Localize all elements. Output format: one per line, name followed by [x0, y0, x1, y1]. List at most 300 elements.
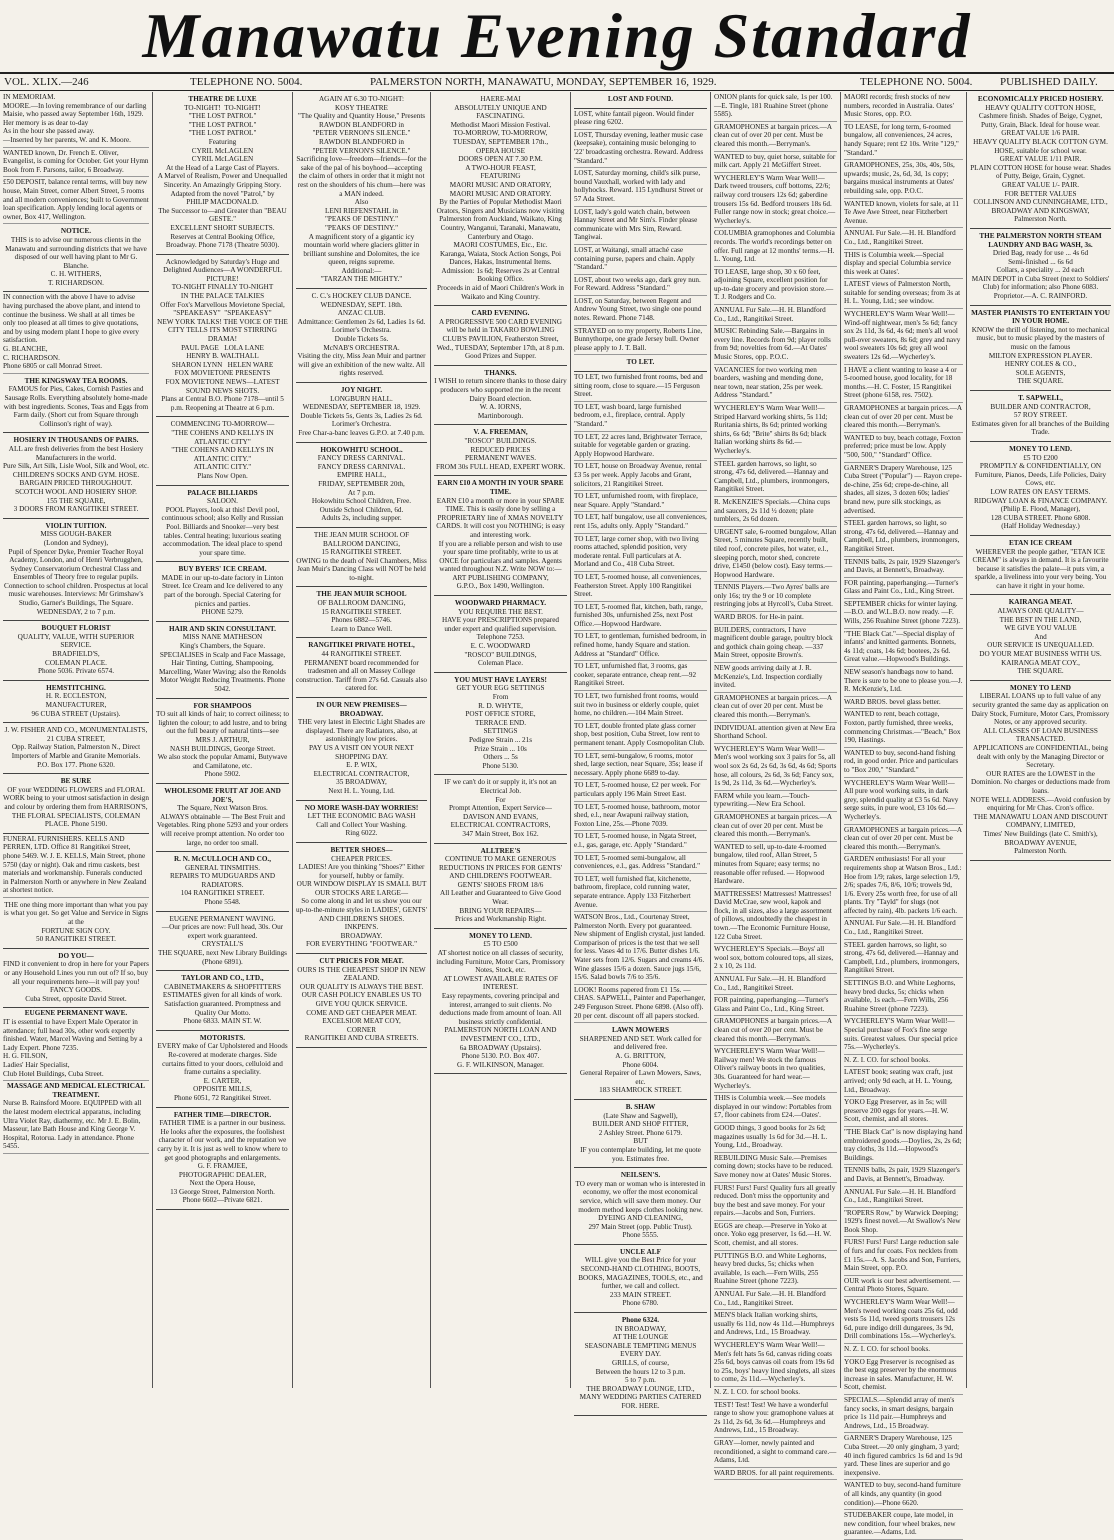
advertisement	[844, 92, 963, 122]
advertisement	[714, 663, 837, 693]
advertisement-body: WANTED to buy, second-hand furniture of all kinds, any quantity (in good condition).—Phone 6620.	[844, 1481, 963, 1507]
advertisement-body: J. W. FISHER AND CO., MONUMENTALISTS, 21 CUBA STREET, Opp. Railway Station, Palmerston N., Direct Importers of Marble and Granite Memorials. P.O. Box 177. Phone 6320.	[4, 726, 148, 769]
advertisement-body: MUSIC Rebinding Sale.—Bargains in every line. Records from 9d; player rolls from 9d; novelties from 6d.—At Oates' Music Stores, opp. P.O.C.	[714, 327, 833, 362]
advertisement-body: THIS is to advise our numerous clients in the Manawatu and surrounding districts that we have disposed of our well having plant to Mr G. Blanche. C. H. WITHERS, T. RICHARDSON.	[5, 235, 147, 287]
advertisement-body: GRAMOPHONES at bargain prices.—A clean cut of over 20 per cent. Must be cleared this month.—Berryman's.	[714, 1017, 834, 1043]
advertisement-body: TEST! Test! Test! We have a wonderful range to show you: gramophone values at 2s 11d, 2s 6d, 3s 6d.—Humphreys and Andrews, Ltd., 15 Broadway.	[714, 1400, 836, 1435]
advertisement	[156, 784, 289, 852]
advertisement	[574, 831, 707, 852]
advertisement-body: ANNUAL Fur Sale.—H. H. Blandford Co., Ltd., Rangitikei Street.	[714, 306, 828, 323]
advertisement-heading: ECONOMICALLY PRICED HOSIERY.	[977, 95, 1104, 103]
advertisement	[844, 122, 963, 160]
telephone-left: TELEPHONE NO. 5004.	[190, 76, 303, 88]
advertisement	[574, 275, 707, 296]
advertisement	[970, 595, 1111, 680]
advertisement-body: MISS GOUGH-BAKER (London and Sydney), Pupil of Spencer Dyke, Premier Teacher Royal Academy, London, and of Henri Verbrugghen, Sydney Conservatorium Orchestral Class and Ensembles of Theory free to regular pupils. Connection to school children. Prospectus at local music warehouses. Interviews: Mr Grimshaw's Studio, Garner's Buildings, The Square. WEDNESDAY, 2 to 7 p.m.	[4, 530, 148, 616]
advertisement	[574, 912, 707, 985]
advertisement-heading: HOKOWHITU SCHOOL.	[320, 445, 403, 454]
advertisement	[434, 775, 567, 843]
advertisement-heading: MOTORISTS.	[199, 1033, 246, 1042]
advertisement-body: LET THE ECONOMIC BAG WASH Call and Collect Your Washing. Ring 6022.	[307, 812, 416, 838]
advertisement-body: MISS NANE MATHESON King's Chambers, the Square. SPECIALISES in Scalp and Face Massage, Hair Tinting, Cutting, Shampooing, Marcelling, Water Waving; also the Renolds Motor Weight Reducing Treatments. Phone 5042.	[158, 633, 287, 693]
advertisement	[3, 224, 149, 292]
advertisement	[714, 1340, 837, 1387]
advertisement	[156, 1108, 289, 1211]
advertisement-body: TO LET, large corner shop, with two living rooms attached, splendid position, very moderate rental. Full particulars at A. Morland and Co., 418 Cuba Street.	[574, 534, 701, 569]
advertisement	[156, 971, 289, 1031]
advertisement	[296, 587, 427, 638]
advertisement-body: FAMOUS for Pies, Cakes, Cornish Pasties and Sausage Rolls. Everything absolutely home-made with best ingredients. Scones, Teas and Eggs from Farm daily. (Short cut from Square through Collinson's right of way).	[3, 385, 151, 428]
published-daily: PUBLISHED DAILY.	[1000, 76, 1098, 88]
advertisement-body: MAORI records; fresh stocks of new numbers, recorded in Australia. Oates' Music Stores, opp. P.O.	[844, 93, 956, 119]
advertisement	[844, 1510, 963, 1540]
advertisement	[714, 1289, 837, 1310]
advertisement	[574, 355, 707, 372]
advertisement-heading: MONEY TO LEND	[1010, 683, 1071, 692]
advertisement	[3, 681, 149, 723]
advertisement-body: FANCY DRESS CARNIVAL. FANCY DRESS CARNIVAL. EMPIRE HALL, FRIDAY, SEPTEMBER 20th, At 7 p.m. Hokowhitu School Children, Free. Outside School Children, 6d. Adults 2s, including supper.	[311, 454, 412, 523]
advertisement-body: WANTED to buy, quiet horse, suitable for milk cart. Apply 21 McGiffert Street.	[714, 152, 838, 170]
advertisement	[970, 306, 1111, 391]
advertisement	[156, 486, 289, 563]
advertisement-body: TENNIS balls, 2s pair, 1929 Slazenger's and Davis, at Bennett's, Broadway.	[844, 1166, 962, 1183]
advertisement	[714, 403, 837, 459]
advertisement	[714, 1183, 837, 1221]
advertisement	[970, 229, 1111, 306]
advertisement-body: PUTTINGS B.O. and White Leghorns, heavy bred ducks, 5s; chicks when available, 1s each.—Fern Wills, 255 Ruahine Street (phone 7223).	[714, 1251, 829, 1286]
advertisement	[714, 1093, 837, 1123]
advertisement	[714, 842, 837, 889]
advertisement-body: OF your WEDDING FLOWERS and FLORAL WORK being to your utmost satisfaction in design and colour by ordering them from HARRISON'S, THE FLORAL SPECIALISTS, COLEMAN PLACE. Phone 5190.	[3, 785, 151, 829]
advertisement	[574, 92, 707, 109]
advertisement	[970, 442, 1111, 536]
advertisement	[844, 825, 963, 855]
advertisement	[970, 536, 1111, 596]
advertisement-body: N. Z. I. CO. for school books.	[714, 1387, 801, 1396]
advertisement-body: OURS IS THE CHEAPEST SHOP IN NEW ZEALAND. OUR QUALITY IS ALWAYS THE BEST. OUR CASH POLICY ENABLES US TO GIVE YOU QUICK SERVICE. COME AND GET CHEAPER MEAT. EXCELSIOR MEAT COY, CORNER RANGITIKEI AND CUBA STREETS.	[297, 965, 426, 1043]
advertisement	[574, 534, 707, 572]
advertisement-body: STEEL garden harrows, so light, so strong, 47s 6d, delivered.—Hannay and Campbell, Ltd., plumbers, ironmongers, Rangitikei Street.	[844, 519, 962, 553]
advertisement-heading: ALLTREE'S	[480, 846, 521, 855]
advertisement	[844, 1067, 963, 1097]
advertisement-body: TO-NIGHT! TO-NIGHT! "THE LOST PATROL" "THE LOST PATROL" "THE LOST PATROL" Featuring CYRIL McLAGLEN CYRIL McLAGLEN At the Head of a Large Cast of Players. A Marvel of Realism, Power and Unequalled Sincerity. An Amazingly Gripping Story. Adapted from the novel "Patrol," by PHILIP MACDONALD. The Successor to—and Greater than "BEAU GESTE." EXCELLENT SHORT SUBJECTS. Reserves at Central Booking Office, Broadway. Phone 7178 (Theatre 5030).	[157, 103, 288, 250]
advertisement-body: STEEL garden harrows, so light, so strong, 47s 6d, delivered.—Hannay and Campbell, Ltd., plumbers, ironmongers, Rangitikei Street.	[714, 459, 832, 494]
advertisement-heading: MASTER PIANISTS TO ENTERTAIN YOU IN YOUR HOME.	[971, 308, 1112, 326]
advertisement	[3, 92, 149, 148]
advertisement-body: VACANCIES for two working men boarders, washing and mending done, near town, near station, 25s per week. Address "Standard."	[714, 365, 825, 400]
advertisement-body: TO LET, house on Broadway Avenue, rental £3 5s per week. Apply Jacobs and Grant, solicitors, 21 Rangitikei Street.	[574, 462, 704, 488]
advertisement-heading: BETTER SHOES—	[330, 845, 393, 854]
advertisement	[156, 417, 289, 485]
advertisement-body: SPECIALS.—Splendid array of men's fancy socks, in smart designs, bargain price 1s 11d pair.—Humphreys and Andrews, Ltd., 15 Broadway.	[844, 1395, 957, 1430]
advertisement	[434, 596, 567, 673]
advertisement	[844, 1097, 963, 1127]
advertisement-body: WHEREVER the people gather, "ETAN ICE CREAM" is always in demand. It is a favourite because it satisfies the palate—it puts vim, a sparkle, a liveliness into your very being. You can have it right in your home.	[972, 547, 1111, 590]
advertisement-body: N. Z. I. CO. for school books.	[844, 1055, 931, 1064]
advertisement-heading: CUT PRICES FOR MEAT.	[319, 957, 404, 966]
advertisement-body: TO LET, 22 acres land, Brightwater Terrace, suitable for vegetable garden or grazing. Apply Hopwood Hardware.	[574, 432, 705, 458]
advertisement	[574, 874, 707, 912]
advertisement-body: SETTINGS B.O. and White Leghorns, heavy bred ducks, 5s; chicks when available, 1s each.—Fern Wills, 256 Ruahine Street (phone 7223).	[844, 979, 958, 1013]
advertisement-body: AGAIN AT 6.30 TO-NIGHT: KOSY THEATRE "The Quality and Quantity House," Presents RAWDON BLANDFORD in "PETER VERNON'S SILENCE." RAWDON BLANDFORD in "PETER VERNON'S SILENCE." Sacrificing love—freedom—friends—for the sake of the pal of his boyhood—accepting the claim of others in order that it might not rest on the shoulders of his chum—here was a MAN indeed. Also LENI RIEFENSTAHL in "PEAKS OF DESTINY." "PEAKS OF DESTINY." A magnificent story of a gigantic icy mountain world where glaciers glitter in brilliant sunshine and Dolomites, the ice queen, reigns supreme. Additional:— "TARZAN THE MIGHTY."	[296, 95, 427, 284]
advertisement	[844, 1357, 963, 1395]
advertisement-body: WYCHERLEY'S Warm Wear Well!—All pure wool working suits, in dark grey, splendid quality at £3 5s 6d. Navy serge suits, in pure wool, £3 10s 6d.—Wycherley's.	[844, 778, 961, 821]
advertisement	[574, 512, 707, 533]
advertisement	[714, 791, 837, 812]
advertisement-body: WANTED to buy, second-hand fishing rod, in good order. Price and particulars to "Box 200," "Standard."	[844, 748, 960, 774]
advertisement-body: GRAMOPHONES at bargain prices.—A clean cut of over 20 per cent. Must be cleared this month.—Berryman's.	[714, 122, 834, 148]
advertisement	[574, 631, 707, 661]
advertisement-body: WARD BROS. bevel glass better.	[844, 697, 941, 706]
advertisement-heading: JOY NIGHT.	[340, 386, 383, 394]
advertisement	[434, 929, 567, 1075]
advertisement	[714, 612, 837, 625]
advertisement	[844, 1480, 963, 1510]
advertisement-body: TO LET, double fronted plate glass corner shop, best position, Cuba Street, low rent to permanent tenant. Apply Cosmopolitan Club.	[574, 721, 705, 747]
advertisement	[574, 245, 707, 275]
advertisement-body: ANNUAL Fur Sale.—H. H. Blandford Co., Ltd., Rangitikei Street.	[844, 919, 958, 937]
advertisement	[844, 403, 963, 433]
advertisement	[714, 92, 837, 122]
advertisement-body: £50 DEPOSIT, balance rental terms, will buy new house, Main Street, corner Albert Street, 5 rooms and all modern conveniences; built to Government loan specification. Apply lending local agents or owner, Box 417, Wellington.	[3, 178, 151, 221]
advertisement-body: WARD BROS. for He-in paint.	[714, 613, 804, 622]
advertisement	[844, 748, 963, 778]
advertisement	[574, 602, 707, 632]
column-1	[0, 92, 152, 1388]
advertisement-body: GRAMOPHONES at bargain prices.—A clean cut of over 20 per cent. Must be cleared this month.—Berryman's.	[714, 812, 834, 839]
advertisement-heading: HEMSTITCHING.	[46, 683, 106, 692]
advertisement	[156, 255, 289, 418]
advertisement	[574, 985, 707, 1023]
advertisement-heading: THE PALMERSTON NORTH STEAM LAUNDRY AND BAG WASH, 3s.	[979, 231, 1104, 249]
advertisement	[714, 889, 837, 945]
advertisement-body: HEAVY QUALITY COTTON HOSE, Cashmere finish. Shades of Beige, Cygnet, Putty, Grain, Black. Ideal for house wear. GREAT VALUE 1/6 PAIR. HEAVY QUALITY BLACK COTTON GYM. HOSE, suitable for school wear. GREAT VALUE 1/11 PAIR. PLAIN COTTON HOSE for house wear. Shades of Putty, Beige, Grain, Cygnet. GREAT VALUE 1/- PAIR. FOR BETTER VALUES COLLINSON AND CUNNINGHAME, LTD., BROADWAY AND KINGSWAY, Palmerston North.	[970, 103, 1111, 224]
advertisement	[574, 168, 707, 206]
advertisement-body: I WISH to return sincere thanks to those dairy producers who supported me in the recent Dairy Board election. W. A. IORNS, Martinborough.	[434, 377, 567, 420]
advertisement	[844, 199, 963, 229]
advertisement	[434, 92, 567, 306]
advertisement	[296, 638, 427, 698]
advertisement-body: LONGBURN HALL. WEDNESDAY, SEPTEMBER 18, 1929. Double Tickets 5s, Gents 3s, Ladies 2s 6d. Lorimer's Orchestra. Free Char-a-banc leaves G.P.O. at 7.40 p.m.	[298, 394, 425, 437]
advertisement	[844, 433, 963, 463]
advertisement	[844, 309, 963, 365]
advertisement	[844, 279, 963, 309]
advertisement	[844, 557, 963, 578]
advertisement	[3, 834, 149, 898]
advertisement	[844, 1395, 963, 1433]
advertisement	[574, 1023, 707, 1100]
advertisement-body: REBUILDING Music Sale.—Premises coming down; stocks have to be reduced. Save money now at Oates' Music Stores.	[714, 1153, 835, 1179]
advertisement-body: KNOW the thrill of listening, not to mechanical music, but to music played by the masters of music on the famous MILTON EXPRESSION PLAYER. HENRY COLES & CO., SOLE AGENTS, THE SQUARE.	[971, 325, 1110, 386]
advertisement-heading: NOTICE.	[60, 227, 92, 236]
advertisement-body: WANTED to rent, beach cottage, Foxton, partly furnished, three weeks, commencing Christmas.—"Beach," Box 190, Hastings.	[844, 710, 963, 745]
advertisement	[714, 1387, 837, 1400]
advertisement-body: GARDEN enthusiasts! For all your requirements shop at Watson Bros., Ltd.: Hoe from 1/9; rakes, large selection 1/9, 2/6; spades 7/6, 8/6, 10/6; trowels 9d, 1/6. Every 25s worth free, for use of all plants. Try "Tayld" for slugs (not affected by rain), 4lb. packets 1/6 each.	[844, 855, 964, 915]
advertisement	[574, 1245, 707, 1313]
advertisement	[714, 744, 837, 791]
advertisement	[574, 751, 707, 781]
advertisement-body: TO LET, semi-bungalow, 6 rooms, motor shed, large section, near Square, 35s; lease if necessary. Apply phone 6689 to-day.	[574, 751, 705, 777]
advertisement	[714, 152, 837, 173]
advertisement-heading: VIOLIN TUITION.	[45, 521, 107, 530]
advertisement-body: GRAMOPHONES at bargain prices.—A clean cut of over 20 per cent. Must be cleared this month.—Berryman's.	[714, 693, 834, 719]
advertisement-heading: FOR SHAMPOOS	[193, 701, 252, 710]
advertisement	[844, 697, 963, 710]
advertisement	[3, 148, 149, 178]
advertisement	[844, 1208, 963, 1238]
advertisement-body: BUILDERS, contractors, I have magnificent double garage, poultry block and gothick chain going cheap. —337 Main Street, opposite Brown's.	[714, 625, 835, 660]
advertisement-body: GARNER'S Drapery Warehouse, 125 Cuba Street ("Popular") — Rayon crepe-de-chine, 25s 6d; crepe-de-chine, all shades, all sizes, 3 dozen 60s; ladies' brand new, pure silk stockings, as advertised.	[844, 463, 962, 515]
advertisement-heading: THEATRE DE LUXE	[188, 95, 257, 103]
advertisement	[714, 305, 837, 326]
advertisement-body: YOU REQUIRE THE BEST. HAVE your PRESCRIPTIONS prepared under expert and qualified supervision. Telephone 7253. E. C. WOODWARD "ROSCO" BUILDINGS, Coleman Place.	[441, 607, 560, 668]
advertisement-heading: KAIRANGA MEAT.	[1008, 598, 1073, 607]
column-6	[710, 92, 840, 1477]
advertisement-body: YOKO Egg Preserver is recognised as the best egg preserver by the enormous increase in sales. Manufacturer, H. W. Scott, chemist.	[844, 1357, 959, 1392]
place-and-date: PALMERSTON NORTH, MANAWATU, MONDAY, SEPTEMBER 16, 1929.	[370, 76, 717, 88]
advertisement-heading: B. SHAW	[625, 1102, 656, 1111]
advertisement-body: H. R. ECCLESTON, MANUFACTURER, 96 CUBA STREET (Upstairs).	[31, 692, 121, 718]
advertisement-body: Acknowledged by Saturday's Huge and Delighted Audiences—A WONDERFUL PICTURE! TO-NIGHT FINALLY TO-NIGHT IN THE PALACE TALKIES Offer Fox's Marvellous Movietone Special, "SPEAKEASY" "SPEAKEASY" NEW YORK TALKS! THE VOICE OF THE CITY TELLS ITS MOST STIRRING DRAMA! PAUL PAGE LOLA LANE HENRY B. WALTHALL SHARON LYNN HELEN WARE FOX MOVIETONE PRESENTS FOX MOVIETONE NEWS—LATEST SOUND NEWS SHOTS. Plans at Central B.O. Phone 7178—until 5 p.m. Reopening at Theatre at 6 p.m.	[157, 257, 288, 412]
advertisement-body: TO LET, 5-roomed house, £2 per week. For particulars apply 196 Main Street East.	[574, 781, 703, 798]
advertisement	[574, 432, 707, 462]
advertisement	[844, 250, 963, 280]
advertisement	[296, 698, 427, 801]
advertisement	[574, 721, 707, 751]
advertisement-body: "ROPERS Row," by Warwick Deeping; 1929's finest novel.—At Swallow's New Book Shop.	[844, 1208, 963, 1234]
advertisement-body: TO LET, 5-roomed house, bathroom, motor shed, e.l., near Awapuni railway station, Foxton Line, 25s.—Phone 7039.	[574, 802, 702, 828]
advertisement-body: TO LET, 5-roomed semi-bungalow, all conveniences, e.l., gas. Address "Standard."	[574, 853, 701, 871]
advertisement-heading: MASSAGE AND MEDICAL ELECTRICAL TREATMENT.	[7, 1082, 147, 1099]
advertisement	[714, 1153, 837, 1183]
advertisement-body: Dried Bag, ready for use ... 4s 6d Semi-finished ... 6s 6d Collars, a speciality ... 2d each MAIN DEPOT in Cuba Street (next to Soldiers' Club) for information; also Phone 6083. Proprietor.—A. C. RAINFORD.	[971, 249, 1110, 301]
advertisement-body: STEEL garden harrows, so light, so strong, 47s 6d, delivered.—Hannay and Campbell, Ltd., plumbers, ironmongers, Rangitikei Street.	[844, 940, 962, 975]
advertisement	[3, 292, 149, 373]
advertisement-heading: NO MORE WASH-DAY WORRIES!	[304, 803, 419, 812]
advertisement-body: MATTRESSES! Mattresses! Mattresses! David McCrae, sew wool, kapok and flock, in all sizes, also a large assortment of pillows, undoubtedly the cheapest in town.—The Economic Furniture House, 122 Cuba Street.	[714, 889, 834, 941]
advertisement-body: WYCHERLEY'S Warm Wear Well!—Men's tweed working coats 25s 6d, odd vests 5s 11d, tweed sports trousers 12s 6d, pure indigo drill dungarees, 3s 9d, Drill combinations 15s.—Wycherley's.	[844, 1298, 960, 1341]
advertisement-body: 44 RANGITIKEI STREET. PERMANENT board recommended for tradesmen and all on Massey College construction. Tariff from 27s 6d. Casuals also catered for.	[296, 650, 427, 693]
advertisement	[714, 812, 837, 842]
advertisement-heading: PALACE BILLIARDS	[187, 488, 258, 497]
advertisement-body: SEPTEMBER chicks for winter laying.—B.O. and W.L.B.O. now ready. —F. Wills, 256 Ruahine Street (phone 7223).	[844, 599, 961, 626]
advertisement-body: COLUMBIA gramophones and Columbia records. The world's recordings better on offer. Full range at 12 months' terms.—H. L. Young, Ltd.	[714, 229, 837, 264]
advertisement-heading: EARN £10 A MONTH IN YOUR SPARE TIME.	[437, 479, 566, 496]
advertisement	[574, 661, 707, 691]
advertisement-body: THIS is Columbia week.—Special display and special Columbia service this week at Oates'.	[844, 250, 953, 276]
advertisement-body: Nurse B. Rainsford Moore. EQUIPPED with all the latest modern electrical apparatus, including Ultra Violet Ray, diathermy, etc. Mr J. E. Bolin, Masseur, late Bath House and King George V. Hospital, Rotorua. Lady in attendance. Phone 5455.	[3, 1099, 144, 1151]
advertisement-body: EARN £10 a month or more in your SPARE TIME. This is easily done by selling a PROPRIETARY line of XMAS NOVELTY CARDS. It will cost you NOTHING; is easy and interesting work. If you are a reliable person and wish to use your spare time profitably, write to us at ONCE for particulars and samples. Agents wanted throughout N.Z. Write NOW to:— ART PUBLISHING COMPANY, G.P.O., Box 1490, Wellington.	[436, 496, 565, 591]
advertisement	[714, 1016, 837, 1046]
advertisement-body: GRAY—lorner, newly painted and reconditioned, a sight to command care.—Adams, Ltd.	[714, 1438, 837, 1465]
advertisement	[574, 853, 707, 874]
advertisement-body: LOST, Thursday evening, leather music case (keepsake), containing music belonging to '22' broadcasting orchestra. Reward. Address "Standard."	[574, 130, 705, 165]
advertisement	[714, 326, 837, 364]
advertisement-body: FOR painting, paperhanging.—Turner's Glass and Paint Co., Ltd., King Street.	[714, 996, 831, 1013]
column-4	[430, 92, 570, 1388]
advertisement-body: IN connection with the above I have to advise having purchased the above plant, and intend to continue the business. We shall at all times be only too pleased at all times to give quotations, and by using modern plant I hope to give every satisfaction. G. BLANCHE, C. RICHARDSON. Phone 6805 or call Monrad Street.	[3, 293, 141, 371]
advertisement-body: WILL give you the Best Price for your SECOND-HAND CLOTHING, BOOTS, BOOKS, MAGAZINES, TOOLS, etc., and further, we call and collect. 233 MAIN STREET. Phone 6780.	[578, 1256, 703, 1308]
advertisement	[156, 699, 289, 784]
advertisement-body: C. C.'s HOCKEY CLUB DANCE. WEDNESDAY, SEPT. 18th. ANZAC CLUB. Admittance: Gentlemen 2s 6d, Ladies 1s 6d. Lorimer's Orchestra. Double Tickets 5s. McNAB'S ORCHESTRA. Visiting the city, Miss Jean Muir and partner will give an exhibition of the new waltz. All rights reserved.	[297, 292, 426, 378]
advertisement	[714, 459, 837, 497]
advertisement-body: HAERE-MAI ABSOLUTELY UNIQUE AND FASCINATING. Methodist Maori Mission Festival. TO-MORROW, TO-MORROW, TUESDAY, SEPTEMBER 17th., OPERA HOUSE DOORS OPEN AT 7.30 P.M. A TWO-HOUR FEAST, FEATURING MAORI MUSIC AND ORATORY, MAORI MUSIC AND ORATORY. By the Parties of Popular Methodist Maori Orators, Singers and Musicians now visiting Palmerston from Auckland, Waikato, King Country, Wanganui, Taranaki, Manawatu, Canterbury and Otago. MAORI COSTUMES, Etc., Etc. Karanga, Waiata, Stock Action Songs, Poi Dances, Hakas, Instrumental Items. Admission: 1s 6d; Reserves 2s at Central Booking Office. Proceeds in aid of Maori Children's Work in Waikato and King Country.	[436, 95, 565, 301]
advertisement	[844, 1055, 963, 1068]
advertisement	[844, 228, 963, 249]
advertisement	[434, 476, 567, 596]
dateline	[0, 72, 1114, 91]
advertisement-body: LOST, lady's gold watch chain, between Hannay Street and Mr Sim's. Finder please communicate with Mrs Sim, Reward. Tangiwai.	[574, 207, 700, 242]
advertisement-body: I HAVE a client wanting to lease a 4 or 5-roomed house, good locality, for 18 months.—H. C. Foster, 15 Rangitikei Street (phone 6158, res. 7502).	[844, 365, 959, 400]
advertisement-body: LOST, on Saturday, between Regent and Andrew Young Street, two single one pound notes. Reward. Phone 7148.	[574, 296, 704, 323]
newspaper-columns	[0, 92, 1114, 1537]
advertisement-body: WANTED to buy, beach cottage, Foxton preferred; price must be low. Apply "500, 500," "Standard" Office.	[844, 433, 963, 459]
advertisement-body: BUILDER AND CONTRACTOR, 57 ROY STREET. Estimates given for all branches of the Building Trade.	[971, 402, 1110, 437]
advertisement	[714, 1251, 837, 1289]
advertisement-body: ANNUAL Fur Sale.—H. H. Blandford Co., Ltd., Rangitikei Street.	[714, 975, 828, 992]
advertisement	[296, 443, 427, 528]
advertisement-body: OUR work is our best advertisement. —Central Photo Stores, Square.	[844, 1276, 960, 1294]
advertisement-heading: THE KINGSWAY TEA ROOMS.	[24, 376, 128, 385]
advertisement	[434, 425, 567, 476]
advertisement	[156, 912, 289, 972]
advertisement-body: LOST, at Waitangi, small attaché case containing purse, papers and chain. Apply "Standard."	[574, 245, 697, 272]
advertisement-body: WANTED to sell, up-to-date 4-roomed bungalow, tiled roof, Allan Street, 5 minutes from Square; easy terms; no reasonable offer refused. — Hopwood Hardware.	[714, 842, 829, 886]
advertisement-body: STRAYED on to my property, Roberts Line, Bunnythorpe, one grade Jersey bull. Owner please apply to J. T. Ball.	[574, 326, 705, 352]
advertisement-body: WARD BROS. for all paint requirements.	[714, 1468, 834, 1477]
advertisement-heading: EUGENE PERMANENT WAVE.	[24, 1009, 128, 1018]
advertisement-heading: THE JEAN MUIR SCHOOL	[316, 590, 407, 599]
advertisement	[844, 365, 963, 403]
advertisement-body: (Late Shaw and Sagwell), BUILDER AND SHOP FITTER, 2 Ashley Street. Phone 6179. BUT IF you contemplate building, let me quote you. Estimates free.	[580, 1111, 701, 1163]
advertisement	[574, 296, 707, 326]
advertisement-body: LOST, Saturday morning, child's silk purse, bound Vauxhall, worked with lady and hollyhocks. Reward. 115 Lyndhurst Street or 57 Ada Street.	[574, 169, 705, 203]
advertisement-body: TO LET, two furnished front rooms, bed and sitting room, close to square.—15 Ferguson Street.	[574, 373, 705, 399]
advertisement-body: INDIVIDUAL attention given at New Era Shorthand School.	[714, 723, 838, 741]
advertisement	[714, 1046, 837, 1093]
advertisement	[574, 691, 707, 721]
advertisement-body: IN MEMORIAM. MOORE.—In loving remembrance of our darling Maisie, who passed away September 16th, 1929. Her memory is as dear to-day As in the hour she passed away. —Inserted by her parents, W. and K. Moore.	[3, 93, 147, 144]
advertisement-body: TO LET, 5-roomed flat, kitchen, bath, range, furnished 30s, unfurnished 25s, next Post Office.—Hopwood Hardware.	[574, 602, 705, 628]
advertisement-body: GENERAL TINSMITHS. REPAIRS TO MUDGUARDS AND RADIATORS. 104 RANGITIKEI STREET. Phone 5548.	[169, 863, 276, 907]
advertisement	[714, 1123, 837, 1153]
advertisement	[3, 519, 149, 622]
advertisement	[844, 1276, 963, 1297]
newspaper-title: Manawatu Evening Standard	[142, 0, 972, 71]
advertisement-body: ANNUAL Fur Sale.—H. H. Blandford Co., Ltd., Rangitikei Street.	[714, 1290, 828, 1307]
advertisement	[844, 978, 963, 1016]
advertisement	[156, 852, 289, 912]
advertisement	[574, 461, 707, 491]
advertisement-body: WYCHERLEY'S Warm Wear Well!—Special purchase of Fox's fine serge suits. Greatest values. Our special price 75s.—Wycherley's.	[844, 1017, 960, 1052]
advertisement	[844, 1187, 963, 1208]
advertisement-body: IT is essential to have Expert Male Operator in attendance; full head 30s, other work expertly finished. Water, Marcel Waving and Setting by a Lady Expert. Phone 7235. H. G. FILSON, Ladies' Hair Specialist, Club Hotel Buildings, Cuba Street.	[3, 1018, 143, 1078]
advertisement-heading: Phone 6324.	[621, 1316, 660, 1325]
advertisement-body: WANTED known, Dr. French E. Oliver, Evangelist, is coming for October. Get your Hymn Book from F. Parsons, tailor, 6 Broadway.	[3, 148, 151, 174]
advertisement-heading: WHOLESOME FRUIT AT JOE AND JOE'S,	[164, 786, 283, 804]
column-8	[966, 92, 1114, 1388]
advertisement-heading: RANGITIKEI PRIVATE HOTEL,	[308, 641, 415, 650]
advertisement-body: "ROSCO" BUILDINGS. REDUCED PRICES PERMANENT WAVES. FROM 30s FULL HEAD, EXPERT WORK.	[435, 436, 566, 471]
advertisement	[434, 673, 567, 776]
advertisement-body: "THE Black Cat" is now displaying hand embroidered goods.—Doylies, 2s, 2s 6d; tray cloths, 3s 11d.—Hopwood's Buildings.	[844, 1127, 965, 1162]
advertisement-body: TO LET, well furnished flat, kitchenette, bathroom, fireplace, cold running water, separate entrance. Apply 133 Fitzherbert Avenue.	[574, 874, 693, 909]
advertisement	[156, 92, 289, 255]
advertisement-body: FUNERAL FURNISHERS. KELLS AND PERREN, LTD. Office 81 Rangitikei Street, phone 5469. W. J. E. KELLS, Main Street, phone 5750 (day or night). Oak and rimu caskets, best materials and workmanship. Funerals conducted in Palmerston North or anywhere in New Zealand at shortest notice.	[3, 834, 149, 895]
advertisement-body: TO LET, unfurnished flat, 3 rooms, gas cooker, separate entrance, cheap rent.—92 Rangitikei Street.	[574, 662, 698, 688]
advertisement-heading: T. SAPWELL,	[1018, 394, 1063, 402]
advertisement-heading: IN OUR NEW PREMISES—BROADWAY.	[316, 701, 407, 718]
advertisement-body: QUALITY, VALUE, WITH SUPERIOR SERVICE. BRADFIELD'S, COLEMAN PLACE. Phone 5036. Private 6574.	[17, 632, 135, 676]
advertisement-body: MEN'S black Italian working shirts, usually 6s 11d, now 4s 11d.—Humphreys and Andrews, Ltd., 15 Broadway.	[714, 1311, 837, 1337]
advertisement	[574, 207, 707, 245]
advertisement-body: MADE in our up-to-date factory in Linton Street. Ice Cream and Ice delivered to any part of the borough. Special Catering for picnics and parties. PHONE 5279.	[161, 573, 284, 617]
advertisement-body: IN BROADWAY, AT THE LOUNGE SEASONABLE TEMPTING MENUS EVERY DAY. GRILLS, of course, Between the hours 12 to 3 p.m. 5 to 7 p.m. THE BROADWAY LOUNGE, LTD., MANY WEDDING PARTIES CATERED FOR. HERE.	[579, 1324, 702, 1410]
advertisement	[844, 518, 963, 556]
advertisement	[296, 801, 427, 843]
advertisement	[844, 1016, 963, 1054]
advertisement	[574, 572, 707, 602]
advertisement-heading: MONEY TO LEND.	[469, 931, 532, 940]
advertisement-body: LOST, white fantail pigeon. Would finder please ring 6202.	[574, 109, 696, 127]
volume-number: VOL. XLIX.—246	[4, 76, 89, 88]
advertisement	[714, 1438, 837, 1468]
advertisement	[156, 622, 289, 699]
advertisement	[714, 693, 837, 723]
advertisement-heading: TAYLOR AND CO., LTD.,	[181, 974, 264, 983]
advertisement	[574, 1168, 707, 1245]
advertisement-body: FURS! Furs! Furs! Large reduction sale of furs and fur coats. Fox necklets from £1 15s.—A. S. Jacobs and Son, Furriers, Main Street, opp. P.O.	[844, 1238, 963, 1273]
advertisement	[844, 1344, 963, 1357]
advertisement	[574, 326, 707, 356]
advertisement-body: WYCHERLEY'S Warm Wear Well!—Railway men! We stock the famous Oliver's railway boots in two qualities, 30s. Guaranteed for hard wear.—Wycherley's.	[714, 1047, 827, 1090]
advertisement	[970, 681, 1111, 861]
advertisement-body: "THE Black Cat."—Special display of infants' and knitted garments. Bonnets, 4s 11d; coats, 14s 6d; bootees, 2s 6d. Great value.—Hopwood's Buildings.	[844, 629, 958, 664]
advertisement-body: OF BALLROOM DANCING, 15 RANGITIKEI STREET. Phones 6882—5746. Learn to Dance Well.	[317, 599, 406, 633]
advertisement-body: LIBERAL LOANS up to full value of any security granted the same day as application on Dairy Stock, Furniture, Motor Cars, Promissory Notes, or any approved security. ALL CLASSES OF LOAN BUSINESS TRANSACTED. APPLICATIONS are CONFIDENTIAL, being dealt with only by the Managing Director or Secretary. OUR RATES are the LOWEST in the Dominion. No charges or deductions made from loans. NOTE WELL ADDRESS.—Avoid confusion by enquiring for Mr Chas. Cron's office. THE MANAWATU LOAN AND DISCOUNT COMPANY, LIMITED, Times' New Buildings (late C. Smith's), BROADWAY AVENUE, Palmerston North.	[970, 692, 1111, 856]
advertisement-body: ALWAYS ONE QUALITY— THE BEST IN THE LAND, WE GIVE YOU VALUE And OUR SERVICE IS UNEQUALLED. DO YOUR MEAT BUSINESS WITH US. KAIRANGA MEAT COY., THE SQUARE.	[979, 607, 1102, 676]
advertisement-body: GOOD things, 3 good books for 2s 6d; magazines usually 1s 6d for 3d.—H. L. Young, Ltd., Broadway.	[714, 1123, 829, 1150]
advertisement-heading: TO LET.	[626, 358, 655, 367]
column-5	[570, 92, 710, 1410]
advertisement-heading: MONEY TO LEND.	[1009, 444, 1072, 453]
advertisement	[296, 954, 427, 1048]
advertisement-body: £5 TO £500 AT shortest notice on all classes of security, including Furniture, Motor Cars, Promissory Notes, Stock, etc. AT LOWEST AVAILABLE RATES OF INTEREST. Easy repayments, covering principal and interest, arranged to suit clients. No deductions made from amount of loan. All business strictly confidential. PALMERSTON NORTH LOAN AND INVESTMENT CO., LTD., 6a BROADWAY (Upstairs). Phone 5130. P.O. Box 407. G. F. WILKINSON, Manager.	[436, 940, 565, 1069]
telephone-right: TELEPHONE NO. 5004.	[860, 76, 973, 88]
advertisement-body: URGENT sale, 6-roomed bungalow, Allan Street, 5 minutes Square, recently built, tiled roof, concrete piles, hot water, e.l., sleeping porch, motor shed, concrete drive, £1450 (below cost). Easy terms.—Hopwood Hardware.	[714, 527, 839, 579]
masthead	[0, 0, 1114, 72]
advertisement	[844, 709, 963, 747]
advertisement-body: The Square, Next Watson Bros. ALWAYS obtainable — The Best Fruit and Vegetables. Ring phone 5293 and your orders will receive prompt attention. No order too large, no order too small.	[156, 804, 289, 847]
advertisement-heading: LOST AND FOUND.	[607, 95, 674, 103]
advertisement-body: THE very latest in Electric Light Shades are displayed. There are Radiators, also, at astonishingly low prices. PAY US A VISIT ON YOUR NEXT SHOPPING DAY. E. P. WIX, ELECTRICAL CONTRACTOR, 35 BROADWAY, Next H. L. Young, Ltd.	[297, 718, 426, 795]
advertisement-heading: CARD EVENING.	[471, 309, 530, 318]
advertisement	[156, 562, 289, 622]
column-7	[840, 92, 966, 1537]
advertisement-body: CABINETMAKERS & SHOPFITTERS ESTIMATES given for all kinds of work. Satisfaction guaranteed. Promptness and Quality Our Motto. Phone 6833. MAIN ST. W.	[162, 982, 283, 1026]
advertisement	[714, 1310, 837, 1340]
advertisement-body: GRAMOPHONES at bargain prices.—A clean cut of over 20 per cent. Must be cleared this month.—Berryman's.	[844, 825, 964, 851]
advertisement-heading: THANKS.	[484, 368, 517, 377]
advertisement-body: FIND it convenient to drop in here for your Papers or any Household Lines you run out of? If so, buy all your requirements here—it will pay you! FANCY GOODS. Cuba Street, opposite David Street.	[3, 960, 149, 1003]
advertisement	[844, 599, 963, 629]
advertisement-body: LOST, about two weeks ago, dark grey nun. For Reward. Address "Standard."	[574, 275, 703, 293]
advertisement	[714, 365, 837, 403]
advertisement-body: ONION plants for quick sale, 1s per 100.—E. Tingle, 181 Ruahine Street (phone 5585).	[714, 93, 833, 119]
advertisement-body: LATEST book; seating wax craft, just arrived; only 9d each, at H. L. Young, Ltd., Broadway.	[844, 1068, 955, 1094]
advertisement-body: FATHER TIME is a partner in our business. He looks after the exposures, the foolishest character of our work, and the reputation we carry by it. It is just as well to know where to get good photographs and enlargements. G. F. FRAMJEE, PHOTOGRAPHIC DEALER, Next the Opera House, 13 George Street, Palmerston North. Phone 6602—Private 6821.	[157, 1119, 288, 1205]
advertisement	[3, 1081, 149, 1154]
